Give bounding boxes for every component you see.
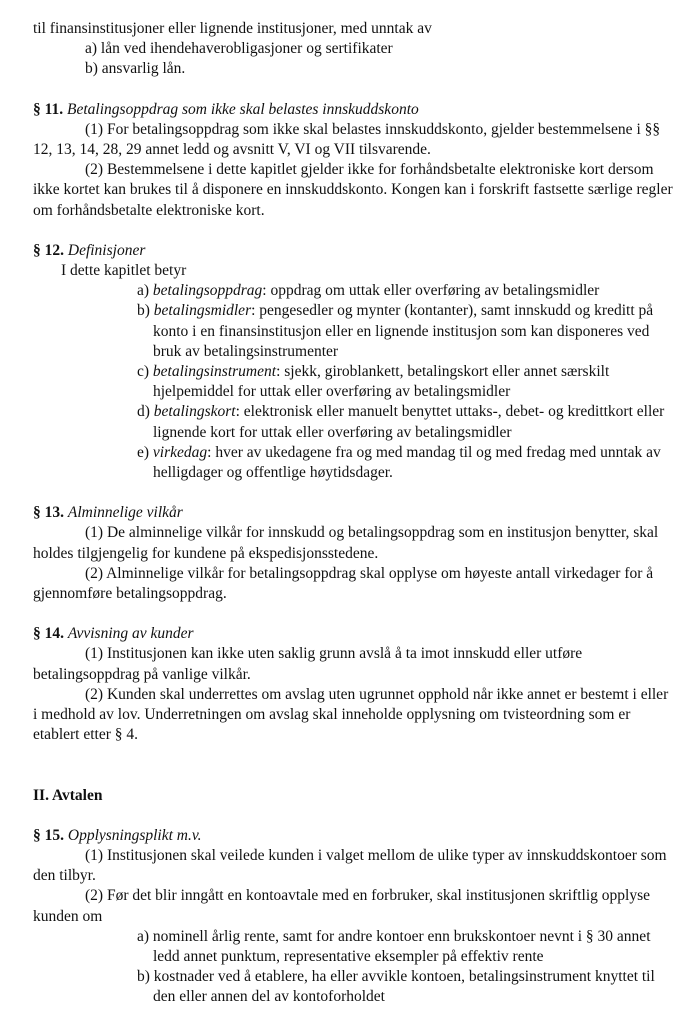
paragraph: (1) Institusjonen skal veilede kunden i valget mellom de ulike typer av innskuddskontoer som den tilbyr. (33, 846, 667, 885)
section-heading (33, 826, 673, 846)
section-number: § 15. (33, 826, 64, 844)
document-page (33, 19, 673, 1008)
section-title: Definisjoner (67, 241, 146, 259)
paragraph: (2) Før det blir inngått en kontoavtale med en forbruker, skal institusjonen skriftlig opplyse kunden om (33, 887, 651, 925)
definition-lead: I dette kapitlet betyr (61, 262, 187, 280)
definition-label: b) (137, 302, 150, 320)
section-number: § 13. (33, 504, 64, 522)
section-heading (33, 624, 673, 644)
paragraph: (1) De alminnelige vilkår for innskudd og betalingsoppdrag som en institusjon benytter, skal holdes tilgjengelig for kundene på ekspedisjonsstedene. (33, 524, 659, 562)
section-title: Avvisning av kunder (67, 625, 194, 643)
list-item: b) kostnader ved å etablere, ha eller avvikle kontoen, betalingsinstrument knyttet til den eller annen del av kontoforholdet (137, 968, 655, 1006)
definition-term: betalingsoppdrag (152, 282, 263, 300)
definition-term: betalingsmidler (153, 302, 252, 320)
definition-item (85, 362, 673, 402)
definition-item (85, 281, 673, 301)
section-heading (33, 100, 673, 120)
definition-text: : oppdrag om uttak eller overføring av betalingsmidler (262, 282, 600, 300)
paragraph: (1) For betalingsoppdrag som ikke skal belastes innskuddskonto, gjelder bestemmelsene i §§ 12, 13, 14, 28, 29 annet ledd og avsnitt V, VI og VII tilsvarende. (33, 120, 661, 159)
definition-item (85, 402, 673, 442)
definition-list (33, 281, 673, 483)
section-title: Betalingsoppdrag som ikke skal belastes innskuddskonto (67, 100, 419, 118)
definition-item (85, 301, 673, 362)
definition-item (85, 443, 673, 483)
definition-text: : pengesedler og mynter (kontanter), samt innskudd og kreditt på konto i en finansinstitusjon eller en lignende institusjon som kan disponeres ved bruk av betalingsinstrumenter (153, 302, 654, 360)
definition-label: d) (137, 403, 150, 421)
paragraph: (2) Alminnelige vilkår for betalingsoppdrag skal opplyse om høyeste antall virkedager for å gjennomføre betalingsoppdrag. (33, 564, 654, 603)
section-number: § 12. (33, 241, 64, 259)
section-title: Alminnelige vilkår (67, 504, 183, 522)
intro-item: a) lån ved ihendehaverobligasjoner og sertifikater (85, 40, 393, 58)
paragraph: (2) Kunden skal underrettes om avslag uten ugrunnet opphold når ikke annet er bestemt i eller i medhold av lov. Underretningen om avslag skal inneholde opplysning om tvisteordning som er etablert etter § 4. (33, 685, 669, 744)
definition-label: a) (137, 282, 150, 300)
list-item: a) nominell årlig rente, samt for andre kontoer enn brukskontoer nevnt i § 30 annet ledd annet punktum, representative eksempler på effektiv rente (137, 927, 651, 965)
intro-item: b) ansvarlig lån. (85, 60, 186, 78)
section-number: § 14. (33, 625, 64, 643)
section-number: § 11. (33, 100, 64, 118)
section-title: Opplysningsplikt m.v. (67, 826, 202, 844)
definition-label: c) (137, 363, 150, 381)
definition-label: e) (137, 443, 150, 461)
paragraph: (1) Institusjonen kan ikke uten saklig grunn avslå å ta imot innskudd eller utføre betalingsoppdrag på vanlige vilkår. (33, 645, 583, 683)
intro-line: til finansinstitusjoner eller lignende institusjoner, med unntak av (33, 20, 432, 37)
definition-term: betalingskort (153, 403, 236, 421)
paragraph: (2) Bestemmelsene i dette kapitlet gjelder ikke for forhåndsbetalte elektroniske kort dersom ikke kortet kan brukes til å disponere en innskuddskonto. Kongen kan i forskrift fastsette særlige regler om forhåndsbetalte elektroniske kort. (33, 161, 673, 219)
chapter-heading: II. Avtalen (33, 786, 103, 804)
section-heading (33, 503, 673, 523)
definition-term: virkedag (152, 443, 208, 461)
definition-text: : hver av ukedagene fra og med mandag til og med fredag med unntak av helligdager og offentlige høytidsdager. (153, 443, 661, 482)
definition-term: betalingsinstrument (152, 363, 277, 381)
definition-text: : elektronisk eller manuelt benyttet uttaks-, debet- og kredittkort eller lignende kort for uttak eller overføring av betalingsmidler (153, 403, 665, 441)
section-heading (33, 241, 673, 261)
definition-text: : sjekk, giroblankett, betalingskort eller annet særskilt hjelpemiddel for uttak eller overføring av betalingsmidler (153, 363, 610, 401)
